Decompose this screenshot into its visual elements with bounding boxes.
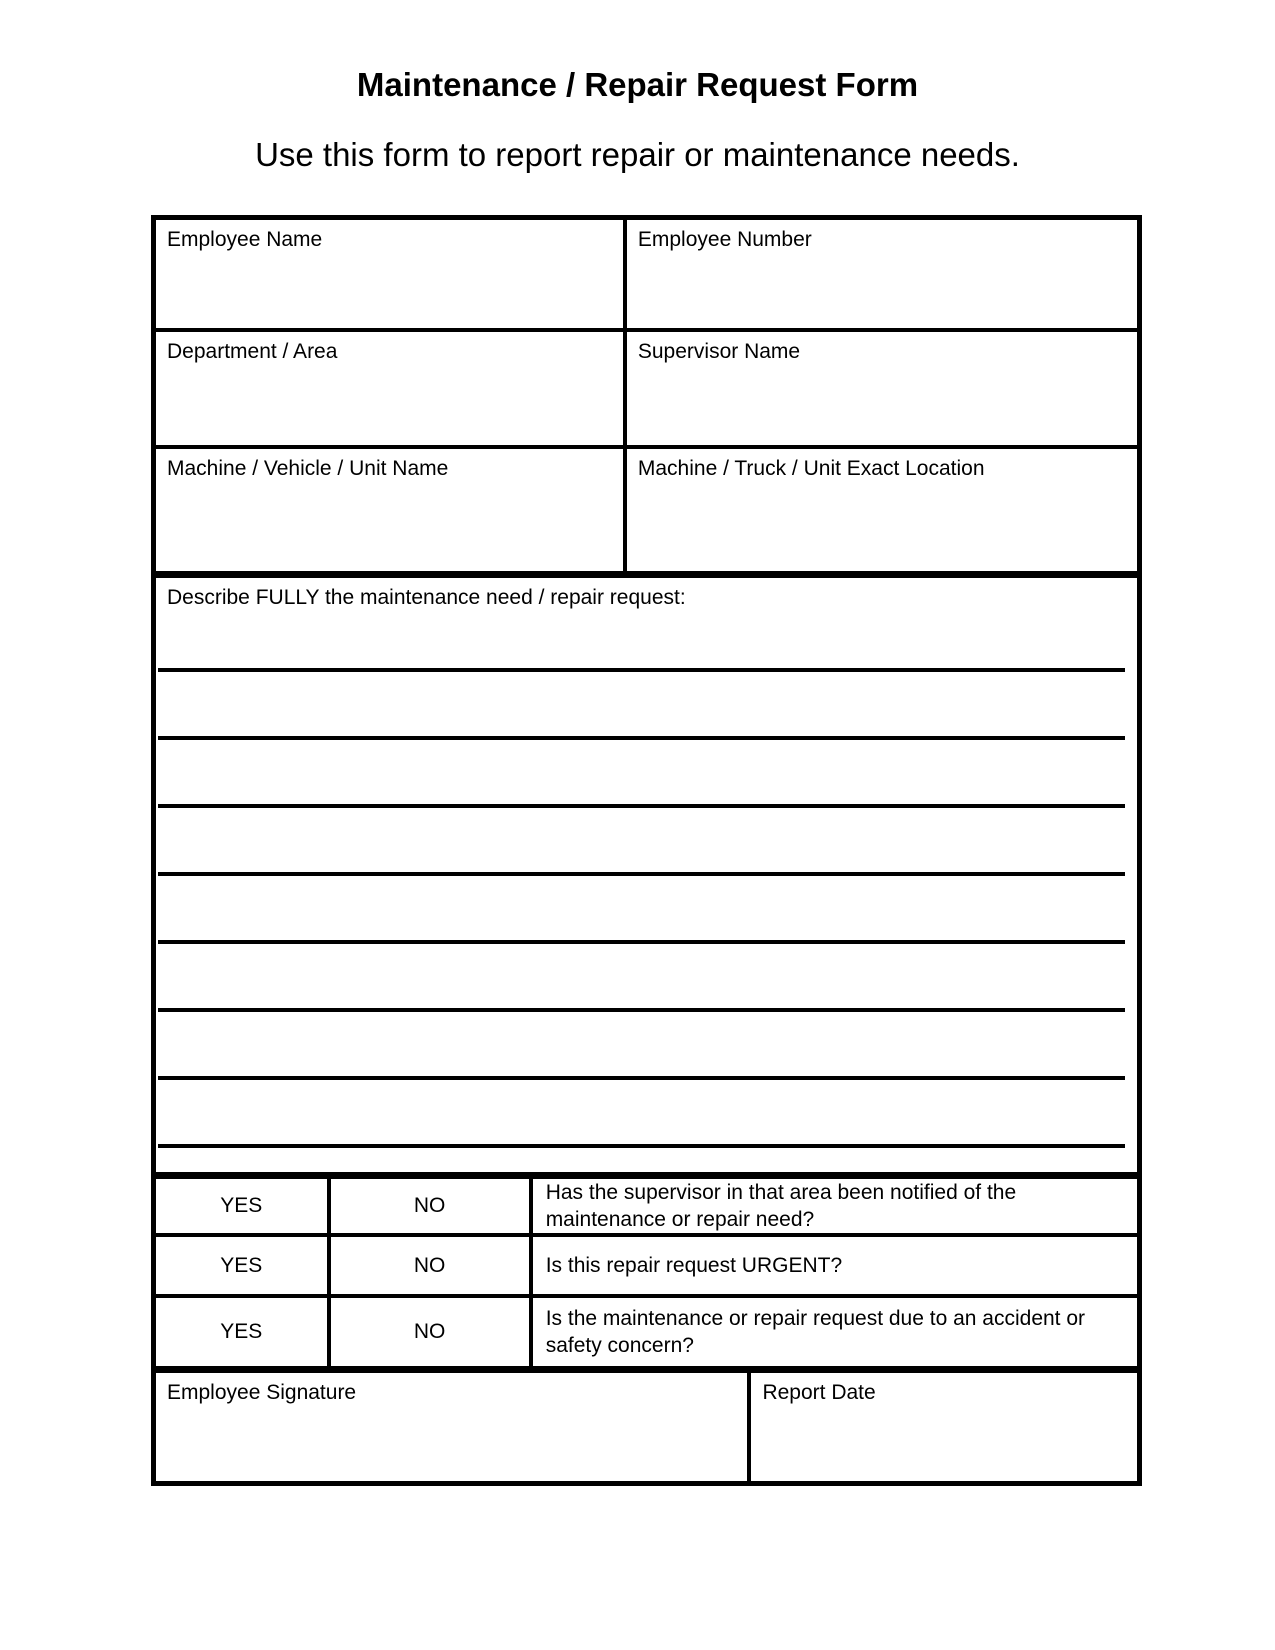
writing-line[interactable]	[158, 876, 1125, 944]
writing-line[interactable]	[158, 1012, 1125, 1080]
machine-vehicle-unit-name-field[interactable]	[156, 449, 627, 571]
info-row-1	[156, 220, 1137, 332]
maintenance-request-form-table	[151, 215, 1142, 1486]
report-date-label: Report Date	[762, 1381, 876, 1404]
no-option[interactable]: NO	[331, 1179, 533, 1233]
question-row-accident-safety	[156, 1298, 1137, 1366]
yes-option[interactable]: YES	[156, 1298, 331, 1366]
question-row-supervisor-notified	[156, 1179, 1137, 1237]
writing-line[interactable]	[158, 944, 1125, 1012]
yes-option[interactable]: YES	[156, 1237, 331, 1294]
supervisor-name-label: Supervisor Name	[637, 340, 801, 363]
writing-line[interactable]	[158, 740, 1125, 808]
employee-signature-field[interactable]	[156, 1373, 751, 1481]
info-row-2	[156, 332, 1137, 449]
question-label: Is this repair request URGENT?	[545, 1254, 843, 1277]
yes-option[interactable]: YES	[156, 1179, 331, 1233]
no-option[interactable]: NO	[331, 1298, 533, 1366]
no-option[interactable]: NO	[331, 1237, 533, 1294]
question-label: Is the maintenance or repair request due to an accident or safety concern?	[545, 1307, 1086, 1357]
employee-name-label: Employee Name	[167, 228, 323, 251]
question-row-urgent	[156, 1237, 1137, 1298]
employee-number-label: Employee Number	[637, 228, 812, 251]
questions-section	[156, 1172, 1137, 1366]
writing-line[interactable]	[158, 672, 1125, 740]
writing-line[interactable]	[158, 1080, 1125, 1148]
writing-line[interactable]	[158, 808, 1125, 876]
machine-vehicle-unit-name-label: Machine / Vehicle / Unit Name	[167, 457, 449, 480]
form-title: Maintenance / Repair Request Form	[356, 66, 919, 103]
info-row-3	[156, 449, 1137, 571]
describe-request-label: Describe FULLY the maintenance need / repair request:	[167, 586, 686, 609]
signature-section	[156, 1366, 1137, 1481]
machine-truck-unit-location-field[interactable]	[627, 449, 1137, 571]
supervisor-name-field[interactable]	[627, 332, 1137, 445]
describe-request-section	[156, 571, 1137, 1172]
employee-signature-label: Employee Signature	[167, 1381, 357, 1404]
employee-name-field[interactable]	[156, 220, 627, 328]
question-label: Has the supervisor in that area been notified of the maintenance or repair need?	[545, 1181, 1017, 1231]
form-subtitle: Use this form to report repair or maintenance needs.	[255, 136, 1020, 173]
department-area-label: Department / Area	[167, 340, 338, 363]
machine-truck-unit-location-label: Machine / Truck / Unit Exact Location	[637, 457, 985, 480]
employee-number-field[interactable]	[627, 220, 1137, 328]
writing-lines-area	[156, 578, 1137, 1148]
department-area-field[interactable]	[156, 332, 627, 445]
report-date-field[interactable]	[751, 1373, 1137, 1481]
